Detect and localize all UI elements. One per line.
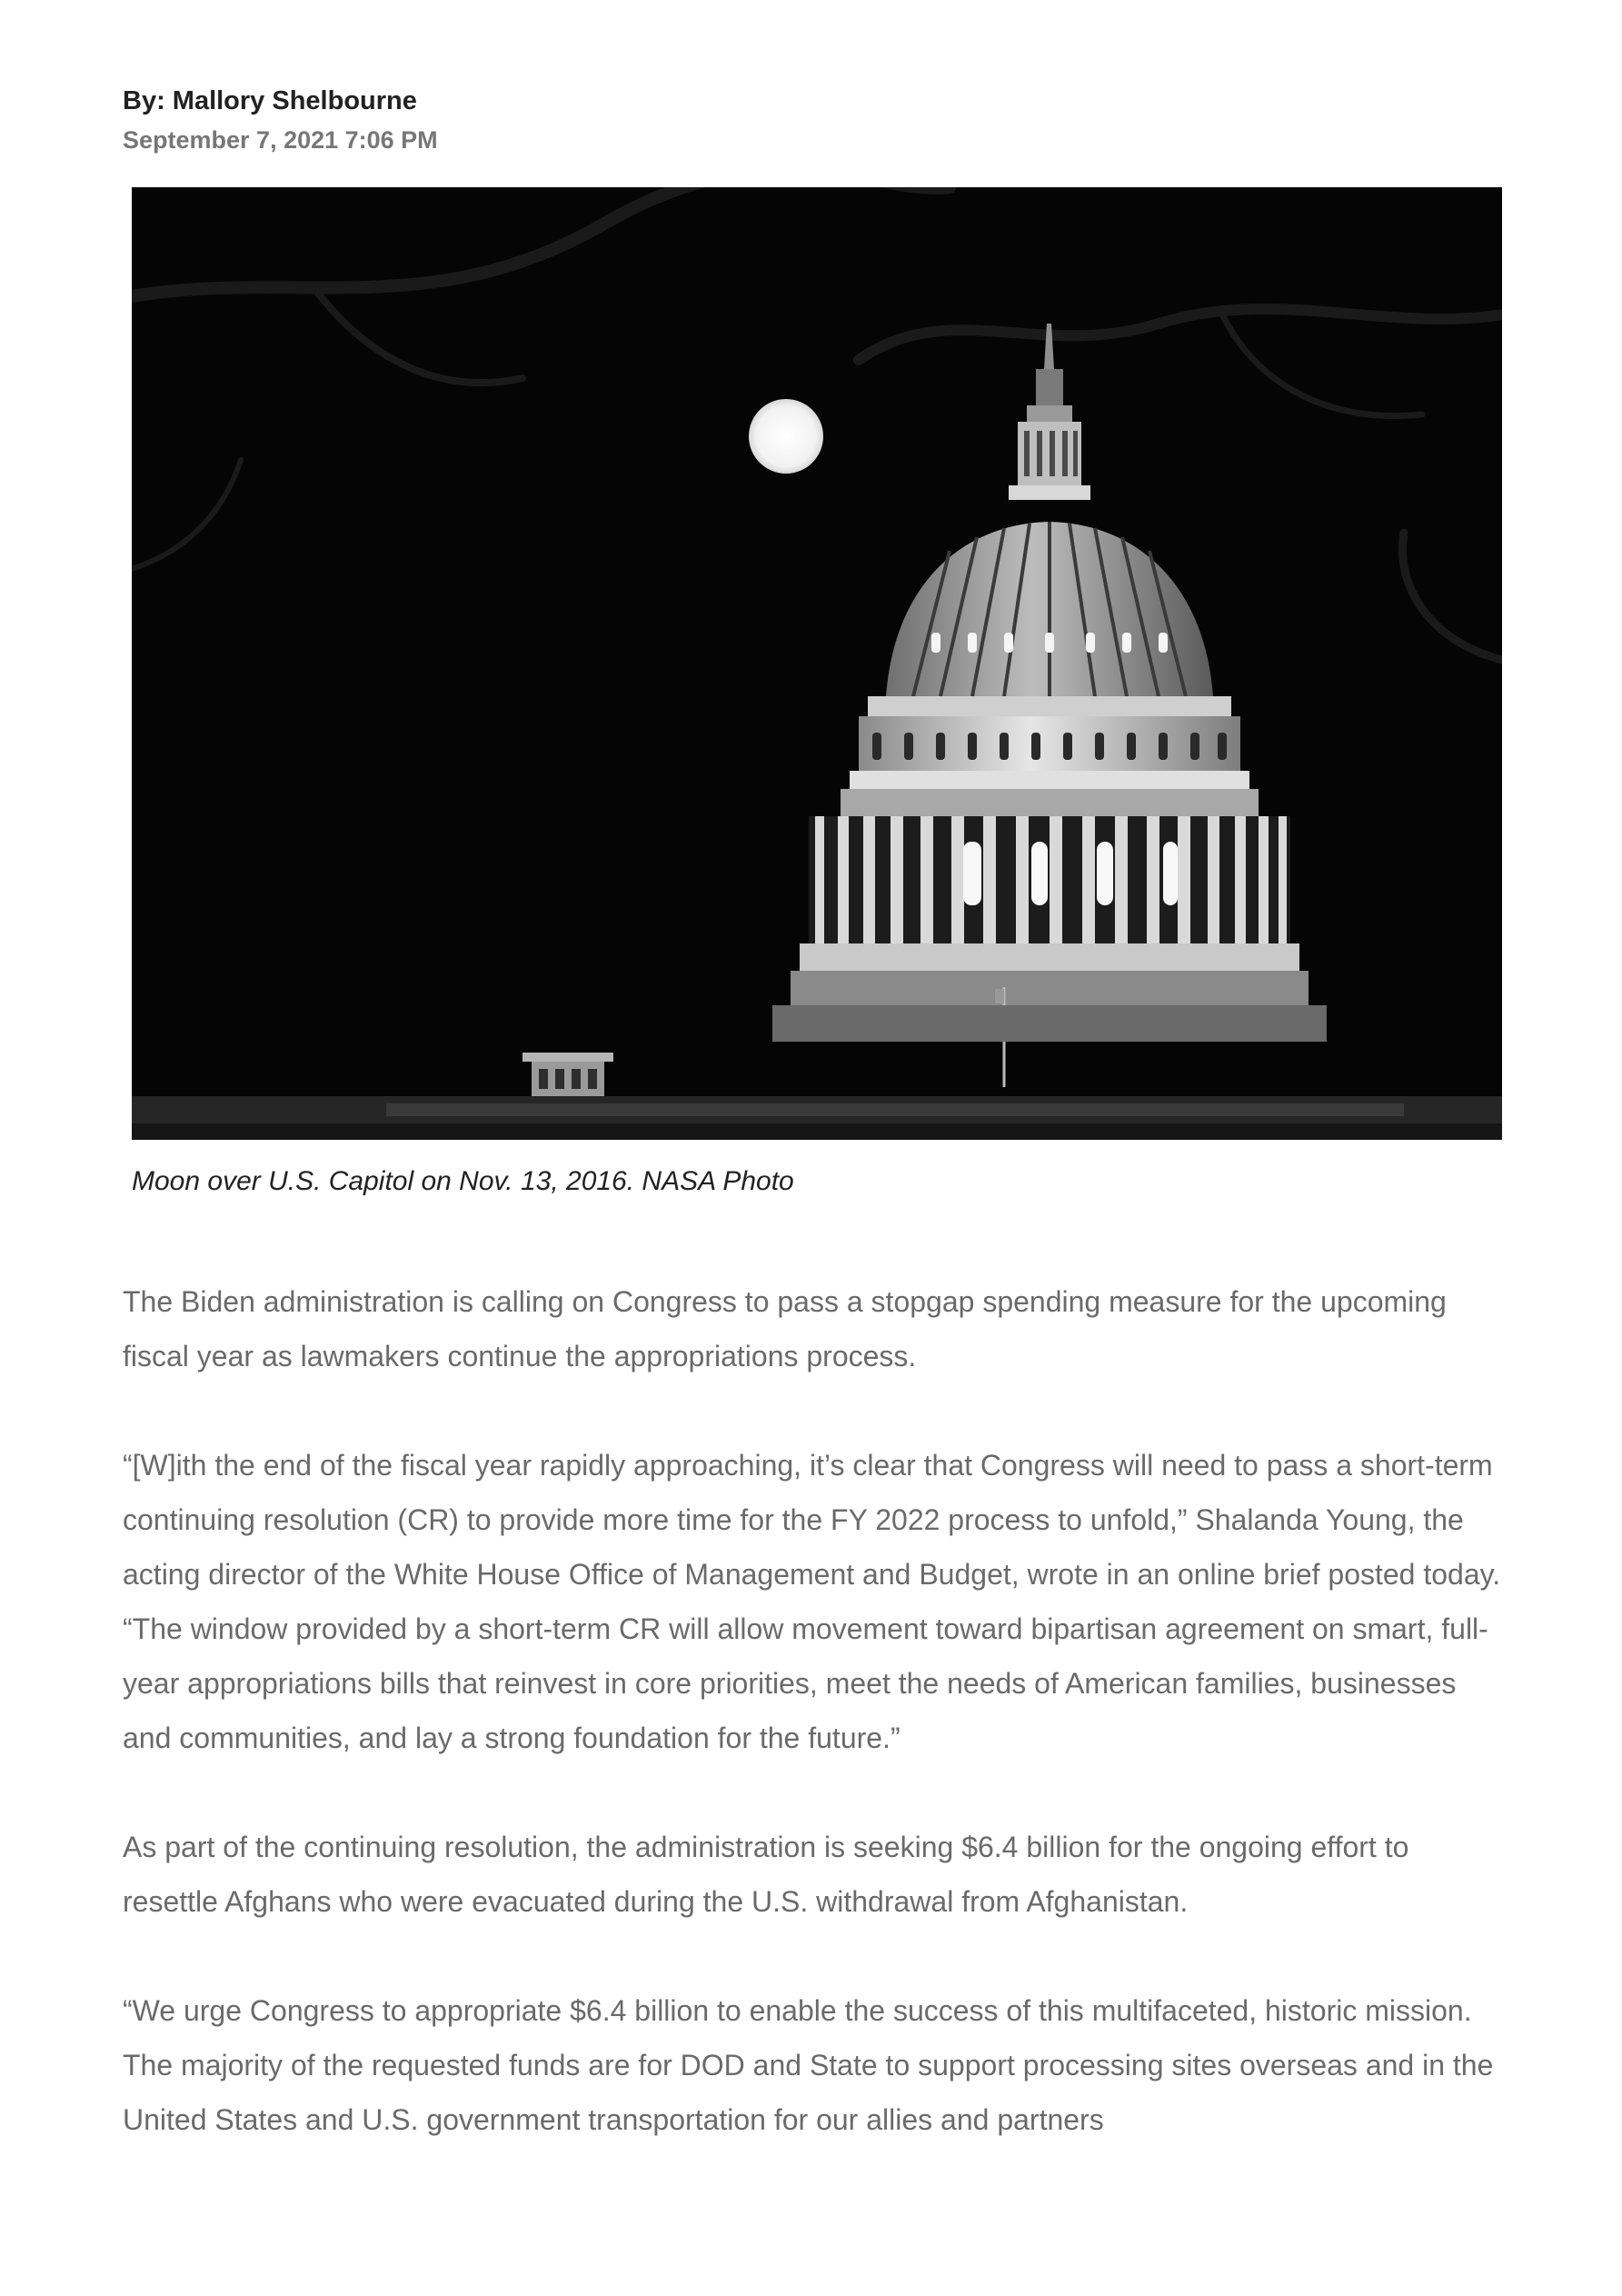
author-byline: By: Mallory Shelbourne — [123, 86, 417, 115]
article-paragraph: As part of the continuing resolution, the administration is seeking $6.4 billion for the ongoing effort to resettle Afghans who were evacuated during the U.S. withdrawal from Afghanistan. — [123, 1831, 1409, 1918]
article-paragraph: The Biden administration is calling on Congress to pass a stopgap spending measure for the upcoming fiscal year as lawmakers continue the appropriations process. — [123, 1285, 1447, 1373]
article — [123, 80, 1504, 2136]
publish-date: September 7, 2021 7:06 PM — [123, 126, 438, 154]
article-paragraph: “We urge Congress to appropriate $6.4 billion to enable the success of this multifaceted, historic mission. The majority of the requested funds are for DOD and State to support processing sites overseas and in the United States and U.S. government transportation for our allies and partners — [123, 1994, 1494, 2136]
article-paragraph: “[W]ith the end of the fiscal year rapidly approaching, it’s clear that Congress will need to pass a short-term continuing resolution (CR) to provide more time for the FY 2022 process to unfold,” Shalanda Young, the acting director of the White House Office of Management and Budget, wrote in an online brief posted today. “The window provided by a short-term CR will allow movement toward bipartisan agreement on smart, full-year appropriations bills that reinvest in core priorities, meet the needs of American families, businesses and communities, and lay a strong foundation for the future.” — [123, 1449, 1501, 1754]
small-cupola — [522, 1053, 613, 1096]
moon — [749, 399, 823, 474]
capitol-moon-photo — [132, 187, 1502, 1140]
article-body — [123, 1274, 1504, 2147]
image-caption: Moon over U.S. Capitol on Nov. 13, 2016. NASA Photo — [132, 1166, 794, 1196]
